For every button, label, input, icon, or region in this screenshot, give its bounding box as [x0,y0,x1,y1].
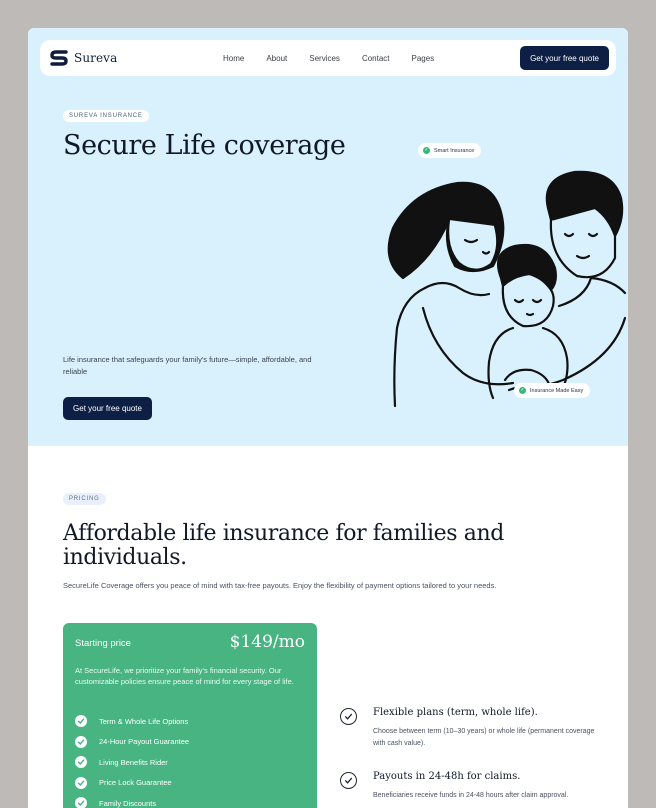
logo-mark-icon [50,49,68,67]
nav-quote-button[interactable]: Get your free quote [520,46,609,70]
nav-link-home[interactable]: Home [223,53,245,63]
hero-badge: SUREVA INSURANCE [63,110,149,122]
check-icon [75,736,87,748]
feature-label: Price Lock Guarantee [99,778,172,788]
list-item [75,752,189,773]
list-item [75,711,189,732]
feature-label: Living Benefits Rider [99,757,168,767]
brand-logo[interactable] [50,49,117,67]
nav-links [223,40,456,76]
nav-link-about[interactable]: About [266,53,288,63]
brand-name: Sureva [74,51,118,65]
benefit-description: Choose between term (10–30 years) or whole life (permanent coverage with cash value). [373,728,595,747]
chip-label: Smart Insurance [434,147,475,154]
price-value: $149/mo [229,632,305,652]
page-frame [28,28,628,808]
check-icon: ✓ [520,387,525,393]
smart-insurance-chip [418,143,481,158]
hero-quote-button[interactable]: Get your free quote [63,397,152,420]
check-icon [340,708,357,725]
benefit-title: Flexible plans (term, whole life). [373,707,538,718]
pricing-title: Affordable life insurance for families and individuals. [63,521,504,570]
nav-link-services[interactable]: Services [309,53,340,63]
hero-description: Life insurance that safeguards your family's future—simple, affordable, and reliable [63,355,312,376]
benefit-title: Payouts in 24-48h for claims. [373,771,521,782]
hero-section [28,28,628,446]
chip-label: Insurance Made Easy [530,387,584,394]
check-icon [340,772,357,789]
check-icon [75,756,87,768]
list-item [75,773,189,794]
list-item [75,732,189,753]
check-icon [75,777,87,789]
benefit-description: Beneficiaries receive funds in 24-48 hours after claim approval. [373,792,569,799]
list-item [75,793,189,808]
feature-label: 24-Hour Payout Guarantee [99,737,190,747]
price-card [63,623,317,808]
feature-label: Term & Whole Life Options [99,716,189,726]
family-illustration-icon [363,148,628,413]
pricing-badge: PRICING [63,493,106,505]
feature-label: Family Discounts [99,798,157,808]
price-label: Starting price [75,638,131,649]
hero-title: Secure Life coverage [63,130,346,161]
nav-link-contact[interactable]: Contact [361,53,390,63]
insurance-made-easy-chip [514,383,590,398]
nav-link-pages[interactable]: Pages [411,53,435,63]
pricing-subtitle: SecureLife Coverage offers you peace of mind with tax-free payouts. Enjoy the flexibility of payment options tailored to your needs. [63,581,497,590]
feature-list [75,711,189,808]
price-description: At SecureLife, we prioritize your family's financial security. Our customizable policies ensure peace of mind for every stage of life. [75,666,294,686]
check-icon [75,715,87,727]
check-icon [75,797,87,808]
check-icon: ✓ [424,147,429,153]
navbar [40,40,616,76]
